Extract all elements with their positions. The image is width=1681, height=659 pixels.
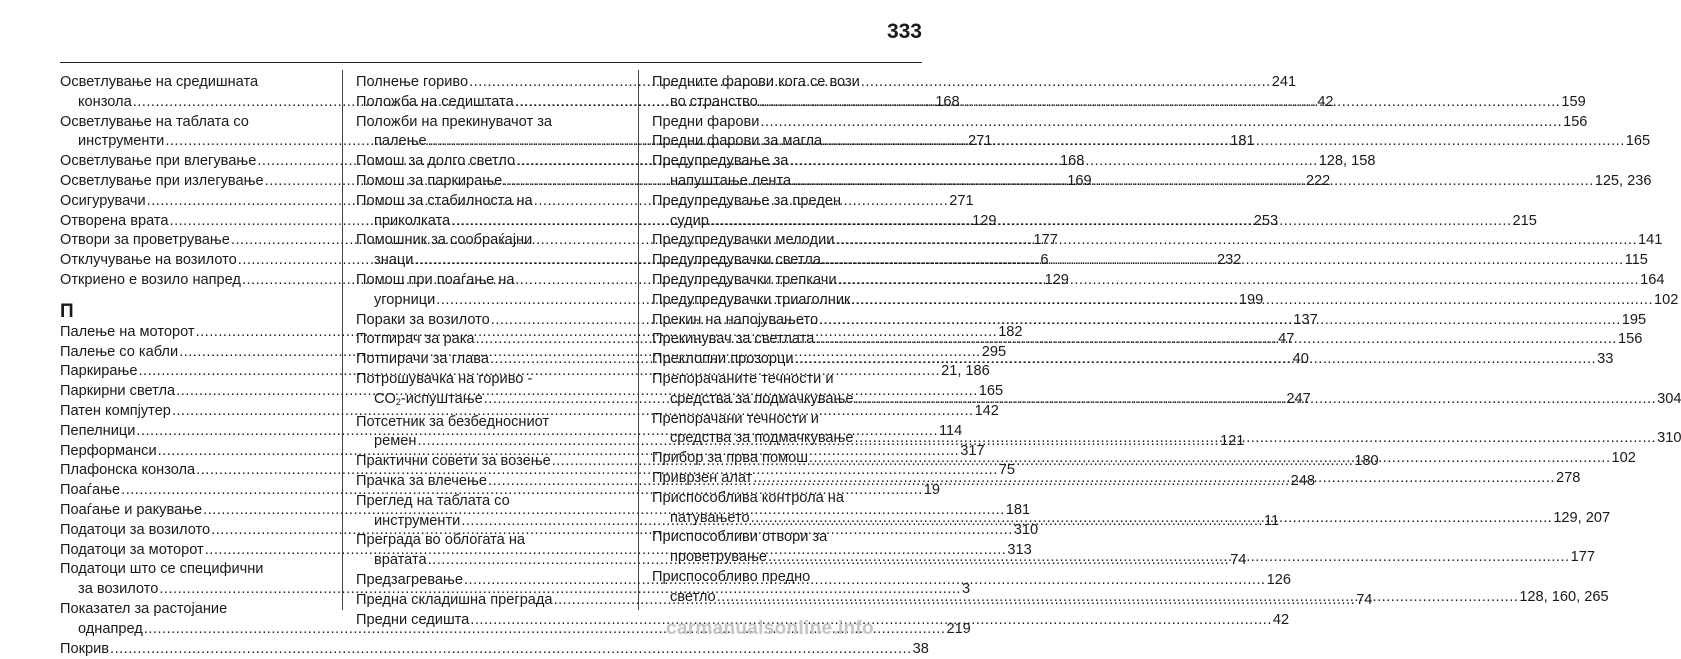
index-entry-label: Осветлување при излегување	[60, 172, 264, 189]
index-entry-label: Полнење гориво	[356, 74, 469, 90]
leader-dots	[110, 640, 912, 659]
index-entry-label: Поаѓање	[60, 482, 121, 499]
index-entry-page: 6	[1040, 252, 1049, 269]
watermark: carmanualsonline.info	[666, 618, 874, 639]
index-entry-label: Помош за долго светло	[356, 153, 516, 170]
index-entry-page: 181	[1230, 133, 1255, 150]
index-entry-label: Предзагревање	[356, 571, 463, 588]
index-entry	[60, 640, 929, 659]
index-entry-page: 74	[1230, 552, 1247, 569]
index-entry-first-line: Потрошувачка на гориво -	[356, 370, 533, 387]
index-entry-page: 128, 158	[1318, 153, 1376, 170]
leader-dots	[835, 231, 1637, 251]
leader-dots	[815, 330, 1617, 350]
index-entry-first-line: Помошник за сообраќајни	[356, 232, 533, 249]
index-entry-label: Податоци за возилото	[60, 521, 211, 538]
index-entry-page: 168	[1059, 153, 1085, 170]
index-entry-page: 181	[1005, 501, 1031, 518]
index-entry-label: Прачка за влечење	[356, 472, 488, 489]
index-entry-page: 21, 186	[941, 363, 990, 380]
index-entry-page: 102	[1654, 291, 1679, 308]
index-entry-first-line: Препорачани течности и	[652, 410, 819, 427]
index-entry-page: 125, 236	[1594, 172, 1652, 189]
index-entry-label: Пораки за возилото	[356, 311, 490, 328]
index-entry-line	[60, 640, 929, 659]
index-entry-label: Паркирни светла	[60, 383, 176, 400]
index-entry-page: 42	[1272, 611, 1290, 628]
index-entry-label: палење	[374, 133, 427, 150]
index-entry-label: приколката	[374, 212, 451, 229]
index-entry-label: Приврзен алат	[652, 469, 753, 486]
index-entry-label: Предупредувачки трепкачи	[652, 271, 837, 288]
index-entry-label: Покрив	[60, 640, 110, 657]
index-entry-page: 304	[1657, 390, 1681, 407]
index-entry-label: Прекинувач за светлата	[652, 331, 815, 348]
index-entry-label: судир	[670, 212, 709, 229]
index-entry-first-line: Препорачаните течности и	[652, 370, 834, 387]
index-entry	[652, 113, 1588, 133]
index-entry-label: Осигурувачи	[60, 192, 146, 209]
index-entry-first-line: Приспособливо предно	[652, 568, 811, 585]
index-entry-first-line: Преглед на таблата со	[356, 492, 510, 509]
index-entry-label: напуштање лента	[670, 172, 792, 189]
leader-dots	[809, 449, 1611, 469]
index-entry-label: инструменти	[374, 512, 461, 529]
leader-dots	[792, 172, 1594, 192]
index-entry-label: Поаѓање и ракување	[60, 501, 203, 518]
index-entry-page: 317	[960, 442, 985, 459]
index-entry-page: 129, 207	[1553, 509, 1611, 526]
index-entry-label: Помош за паркирање	[356, 172, 503, 189]
index-entry-page: 40	[1292, 351, 1309, 368]
index-entry-page: 278	[1555, 469, 1581, 486]
index-entry-page: 141	[1638, 232, 1663, 249]
index-entry-line	[652, 113, 1588, 133]
index-entry-page: 215	[1512, 212, 1537, 229]
index-entry-page: 295	[981, 343, 1007, 360]
index-entry-label: Потпирачи за глава	[356, 351, 489, 368]
index-entry-label: угорници	[374, 291, 436, 308]
index-entry-first-line: Преграда во облогата на	[356, 532, 526, 549]
index-entry-page: 11	[1263, 512, 1280, 529]
index-entry-label: средства за подмачкување	[670, 430, 854, 447]
index-entry-label: Податоци за моторот	[60, 541, 204, 558]
index-entry-label: Предупредувачки светла	[652, 252, 821, 269]
index-entry-page: 3	[961, 581, 971, 598]
index-entry-page: 38	[912, 640, 929, 657]
index-entry-page: 129	[972, 212, 997, 229]
index-entry-page: 75	[998, 462, 1016, 479]
index-entry-page: 121	[1220, 433, 1245, 450]
index-entry-label: Патен компјутер	[60, 402, 171, 419]
leader-dots	[819, 311, 1621, 331]
index-entry-label: конзола	[78, 93, 132, 110]
index-entry-page: 74	[1356, 591, 1373, 608]
index-entry-first-line: Предните фарови кога се вози	[652, 74, 860, 90]
index-entry-label: за возилото	[78, 581, 159, 598]
index-entry-label: Положба на седиштата	[356, 93, 514, 110]
index-entry-label: Осветлување при влегување	[60, 153, 257, 170]
index-entry-label: Отклучување на возилото	[60, 252, 237, 269]
index-entry-first-line: Приспособливи отвори за	[652, 529, 828, 546]
index-entry-label: Пепелници	[60, 422, 136, 439]
index-entry-label: Плафонска конзола	[60, 462, 196, 479]
index-entry-page: 177	[1570, 549, 1595, 566]
leader-dots	[794, 350, 1596, 370]
index-entry-label: инструменти	[78, 133, 165, 150]
index-entry-label: проветрување	[670, 549, 767, 566]
index-entry-label: ремен	[374, 433, 417, 450]
index-entry-first-line: Положби на прекинувачот за	[356, 113, 552, 130]
page-number: 333	[886, 20, 922, 43]
leader-dots	[823, 132, 1625, 152]
index-entry-page: 180	[1354, 453, 1379, 470]
index-entry-label: патувањето	[670, 509, 750, 526]
leader-dots	[710, 212, 1512, 232]
leader-dots	[838, 271, 1640, 291]
index-entry-label: во странство	[670, 93, 758, 110]
index-entry-page: 219	[946, 620, 971, 637]
index-entry-first-line: Показател за растојание	[60, 600, 228, 617]
index-entry-label: Откриено е возило напред	[60, 271, 241, 288]
index-entry-page: 47	[1278, 331, 1295, 348]
index-entry-label: светло	[670, 588, 716, 605]
index-entry-first-line: Помош при поаѓање на	[356, 271, 515, 288]
index-entry-label: вратата	[374, 552, 427, 569]
index-entry-label: Предни седишта	[356, 611, 470, 628]
index-entry-first-line: Осветлување на таблата со	[60, 113, 249, 130]
index-entry-page: 126	[1266, 571, 1291, 588]
index-entry-page: 159	[1561, 93, 1586, 110]
index-entry-page: 164	[1640, 271, 1665, 288]
index-entry-page: 182	[998, 323, 1023, 340]
index-entry-label: Отворена врата	[60, 212, 169, 229]
index-entry-first-line: Податоци што се специфични	[60, 561, 264, 578]
index-entry-label: знаци	[374, 252, 414, 269]
leader-dots	[717, 588, 1519, 608]
index-entry-label: Палење на моторот	[60, 323, 195, 340]
index-entry-page: 102	[1611, 450, 1636, 467]
index-entry-label: Преклопни прозорци	[652, 351, 794, 368]
index-entry-page: 168	[935, 93, 960, 110]
index-entry-page: 195	[1621, 311, 1647, 328]
leader-dots	[855, 429, 1657, 449]
index-entry-page: 128, 160, 265	[1519, 588, 1609, 605]
leader-dots	[751, 509, 1553, 529]
index-entry-label: Прекин на напојувањето	[652, 311, 819, 328]
index-entry-page: 114	[939, 422, 963, 439]
index-entry-page: 115	[1624, 252, 1648, 269]
index-entry-page: 42	[1317, 93, 1334, 110]
index-entry-page: 129	[1044, 271, 1069, 288]
index-entry-page: 156	[1563, 113, 1588, 130]
leader-dots	[855, 390, 1657, 410]
index-entry-page: 247	[1286, 390, 1311, 407]
index-entry-page: 241	[1271, 74, 1297, 90]
index-entry-page: 313	[1007, 541, 1032, 558]
index-entry-page: 232	[1217, 252, 1242, 269]
index-entry-page: 156	[1617, 331, 1643, 348]
index-entry-label: Прибор за прва помош	[652, 450, 808, 467]
index-entry-label: Практични совети за возење	[356, 453, 551, 470]
index-entry-page: 248	[1290, 472, 1315, 489]
leader-dots	[759, 93, 1561, 113]
index-entry-label: Потпирач за рака	[356, 331, 475, 348]
header-rule	[60, 62, 922, 63]
index-entry-first-line: Потсетник за безбедносниот	[356, 413, 550, 430]
index-entry-page: 165	[978, 383, 1004, 400]
index-entry-label: Предупредувачки мелодии	[652, 232, 835, 249]
leader-dots	[851, 291, 1653, 311]
index-entry-page: 222	[1305, 172, 1331, 189]
index-entry-first-line: Помош за стабилноста на	[356, 192, 533, 209]
index-entry-page: 271	[949, 192, 974, 209]
index-entry-first-line: Приспособлива контрола на	[652, 489, 844, 506]
index-entry-label: Паркирање	[60, 363, 138, 380]
index-entry-page: 165	[1625, 133, 1651, 150]
index-entry-page: 199	[1238, 291, 1264, 308]
section-letter: П	[60, 300, 74, 322]
index-entry-label: Предни фарови за магла	[652, 133, 823, 150]
index-entry-page: 253	[1253, 212, 1279, 229]
index-entry-page: 19	[923, 482, 940, 499]
index-entry-label: Предни фарови	[652, 113, 760, 130]
index-entry-page: 142	[974, 402, 999, 419]
index-entry-label: Предна складишна преграда	[356, 591, 553, 608]
index-entry-page: 310	[1657, 430, 1681, 447]
index-entry-label: $CO_2$-испуштање	[374, 390, 483, 407]
index-entry-page: 177	[1033, 232, 1058, 249]
index-entry-label: Перформанси	[60, 442, 157, 459]
index-entry-page: 310	[1013, 521, 1039, 538]
leader-dots	[760, 113, 1562, 133]
index-entry-label: средства за подмачкување	[670, 390, 854, 407]
index-entry-label: Отвори за проветрување	[60, 232, 230, 249]
leader-dots	[753, 469, 1555, 489]
index-entry-page: 33	[1597, 351, 1614, 368]
index-entry-label: Палење со кабли	[60, 343, 179, 360]
index-entry-first-line: Предупредување за преден	[652, 192, 841, 209]
index-entry-page: 137	[1293, 311, 1318, 328]
index-entry-first-line: Осветлување на средишната	[60, 74, 259, 90]
index-entry-page: 271	[967, 133, 993, 150]
index-entry-label: Предупредувачки триаголник	[652, 291, 851, 308]
index-entry-first-line: Предупредување за	[652, 153, 789, 170]
index-entry-page: 169	[1067, 172, 1092, 189]
leader-dots	[822, 251, 1624, 271]
leader-dots	[768, 548, 1570, 568]
index-entry-label: однапред	[78, 620, 143, 637]
